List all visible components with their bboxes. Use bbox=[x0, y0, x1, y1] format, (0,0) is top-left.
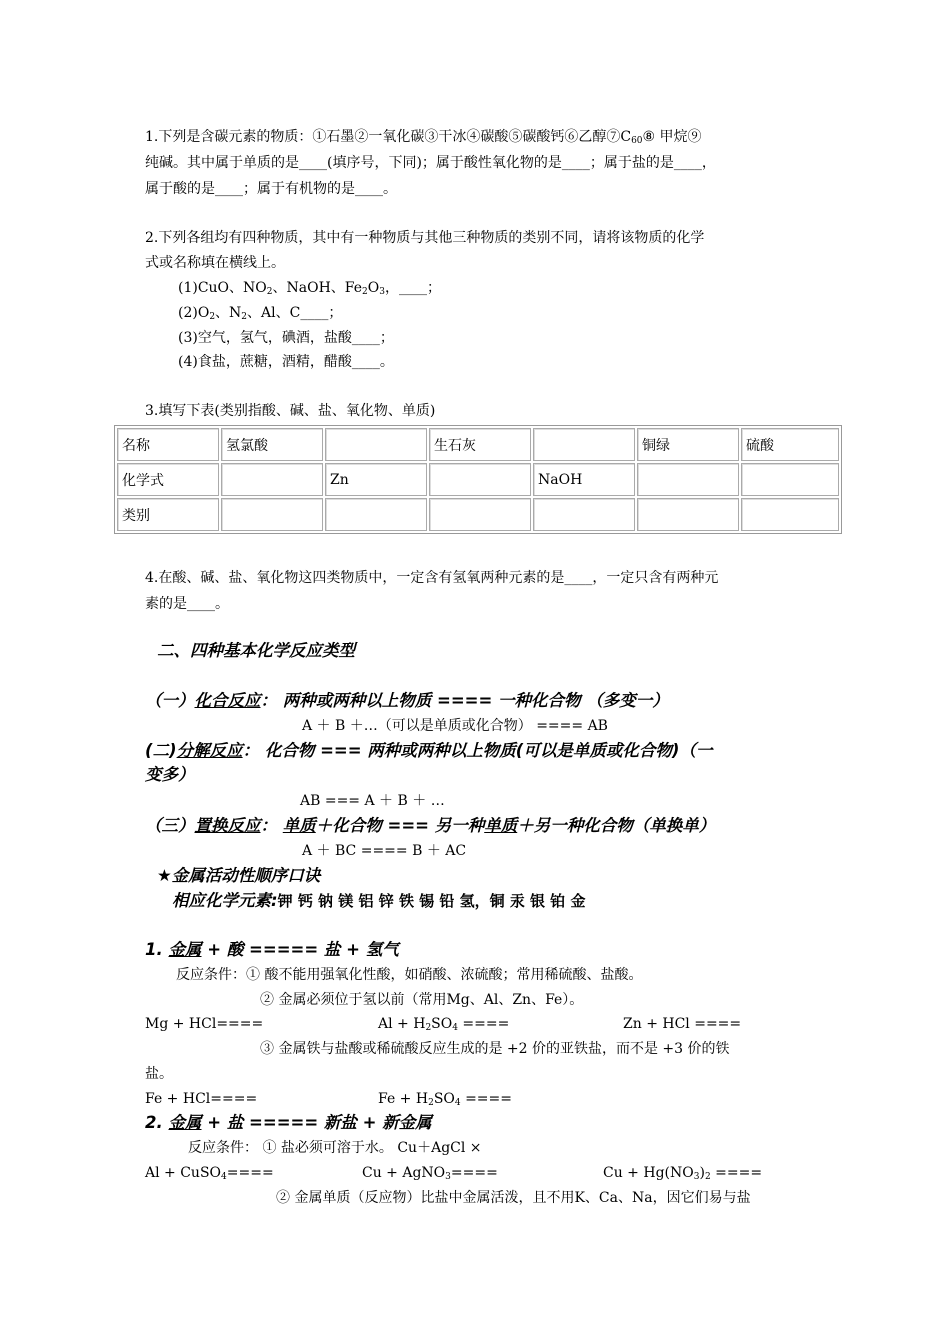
metal-acid-heading: 1. 金属 + 酸 ===== 盐 + 氢气 bbox=[145, 940, 399, 959]
q4-line2: 素的是____。 bbox=[145, 596, 229, 612]
activity-series-elements: 相应化学元素:钾 钙 钠 镁 铝 锌 铁 锡 铅 氢，铜 汞 银 铂 金 bbox=[172, 891, 586, 910]
reaction-decomposition-cont: 变多） bbox=[145, 765, 195, 784]
q3-title: 3.填写下表(类别指酸、碱、盐、氧化物、单质) bbox=[145, 403, 436, 419]
table-cell bbox=[533, 428, 635, 461]
reaction-combination-formula: A ＋ B ＋…（可以是单质或化合物） ==== AB bbox=[302, 718, 608, 734]
eq-zn-hcl: Zn + HCl ==== bbox=[623, 1016, 742, 1032]
q2-item2: $(2)O_2$、$N_2$、Al、C____； bbox=[178, 305, 343, 322]
metal-salt-heading: 2. 金属 + 盐 ===== 新盐 + 新金属 bbox=[145, 1113, 432, 1132]
table-row bbox=[117, 463, 839, 496]
table-cell bbox=[221, 498, 323, 531]
q1-line2: 纯碱。其中属于单质的是____(填序号，下同)；属于酸性氧化物的是____；属于盐的是____， bbox=[145, 155, 716, 171]
table-cell: 名称 bbox=[117, 428, 219, 461]
q2-line1: 2.下列各组均有四种物质，其中有一种物质与其他三种物质的类别不同，请将该物质的化学 bbox=[145, 230, 705, 246]
section-heading: 二、四种基本化学反应类型 bbox=[157, 641, 355, 660]
table-cell bbox=[325, 428, 427, 461]
table-cell: 生石灰 bbox=[429, 428, 531, 461]
table-cell bbox=[741, 498, 839, 531]
table-cell bbox=[429, 463, 531, 496]
q2-line2: 式或名称填在横线上。 bbox=[145, 255, 285, 271]
table-cell bbox=[325, 498, 427, 531]
q2-item1: (1)CuO、$NO_2$、NaOH、$Fe_2O_3$，____； bbox=[178, 280, 441, 297]
q2-item3: (3)空气，氢气，碘酒，盐酸____； bbox=[178, 330, 394, 346]
metal-acid-cond1: 反应条件：① 酸不能用强氧化性酸，如硝酸、浓硫酸；常用稀硫酸、盐酸。 bbox=[176, 967, 643, 983]
eq-al-h2so4: $Al + H_2SO_4$ ==== bbox=[378, 1016, 510, 1033]
eq-al-cuso4: Al + CuSO$_4$==== bbox=[145, 1165, 274, 1182]
reaction-combination: （一）化合反应： 两种或两种以上物质 ==== 一种化合物 （多变一） bbox=[145, 691, 669, 710]
table-row bbox=[117, 428, 839, 461]
q1-line1: 1.下列是含碳元素的物质：①石墨②一氧化碳③干冰④碳酸⑤碳酸钙⑥乙醇$⑦C_{60}⑧$ 甲烷⑨ bbox=[145, 129, 702, 146]
table-cell: Zn bbox=[325, 463, 427, 496]
q3-table bbox=[114, 425, 842, 534]
metal-salt-cond2: ② 金属单质（反应物）比盐中金属活泼，且不用K、Ca、Na，因它们易与盐 bbox=[276, 1190, 751, 1206]
eq-cu-agno3: Cu + AgNO$_3$==== bbox=[362, 1165, 498, 1182]
reaction-displacement: （三）置换反应： 单质＋化合物 === 另一种单质＋另一种化合物（单换单） bbox=[145, 816, 716, 835]
table-cell: 氢氯酸 bbox=[221, 428, 323, 461]
metal-acid-cond3b: 盐。 bbox=[145, 1066, 173, 1082]
metal-acid-cond2: ② 金属必须位于氢以前（常用Mg、Al、Zn、Fe）。 bbox=[260, 992, 584, 1008]
table-cell: NaOH bbox=[533, 463, 635, 496]
eq-mg-hcl: Mg + HCl==== bbox=[145, 1016, 264, 1032]
q4-line1: 4.在酸、碱、盐、氧化物这四类物质中，一定含有氢氧两种元素的是____，一定只含有两种元 bbox=[145, 570, 719, 586]
reaction-decomposition-formula: AB === A ＋ B ＋ … bbox=[300, 793, 445, 809]
table-cell bbox=[429, 498, 531, 531]
eq-fe-h2so4: $Fe + H_2SO_4$ ==== bbox=[378, 1091, 512, 1108]
reaction-displacement-formula: A ＋ BC ==== B ＋ AC bbox=[302, 843, 467, 859]
activity-series-title: ★金属活动性顺序口诀 bbox=[157, 866, 321, 885]
reaction-decomposition: (二)分解反应： 化合物 === 两种或两种以上物质(可以是单质或化合物)（一 bbox=[145, 741, 713, 760]
table-cell: 铜绿 bbox=[637, 428, 739, 461]
table-cell bbox=[533, 498, 635, 531]
table-cell: 化学式 bbox=[117, 463, 219, 496]
metal-salt-cond1: 反应条件： ① 盐必须可溶于水。 Cu＋AgCl × bbox=[188, 1140, 482, 1156]
eq-cu-hgno3: $Cu + Hg(NO_3)_2$ ==== bbox=[603, 1165, 763, 1182]
table-row bbox=[117, 498, 839, 531]
table-cell: 硫酸 bbox=[741, 428, 839, 461]
metal-acid-cond3: ③ 金属铁与盐酸或稀硫酸反应生成的是 +2 价的亚铁盐，而不是 +3 价的铁 bbox=[260, 1041, 730, 1057]
table-cell bbox=[221, 463, 323, 496]
eq-fe-hcl: Fe + HCl==== bbox=[145, 1091, 258, 1107]
table-cell bbox=[741, 463, 839, 496]
q1-line3: 属于酸的是____；属于有机物的是____。 bbox=[145, 181, 397, 197]
q2-item4: (4)食盐，蔗糖，酒精，醋酸____。 bbox=[178, 354, 394, 370]
table-cell bbox=[637, 463, 739, 496]
table-cell: 类别 bbox=[117, 498, 219, 531]
table-cell bbox=[637, 498, 739, 531]
